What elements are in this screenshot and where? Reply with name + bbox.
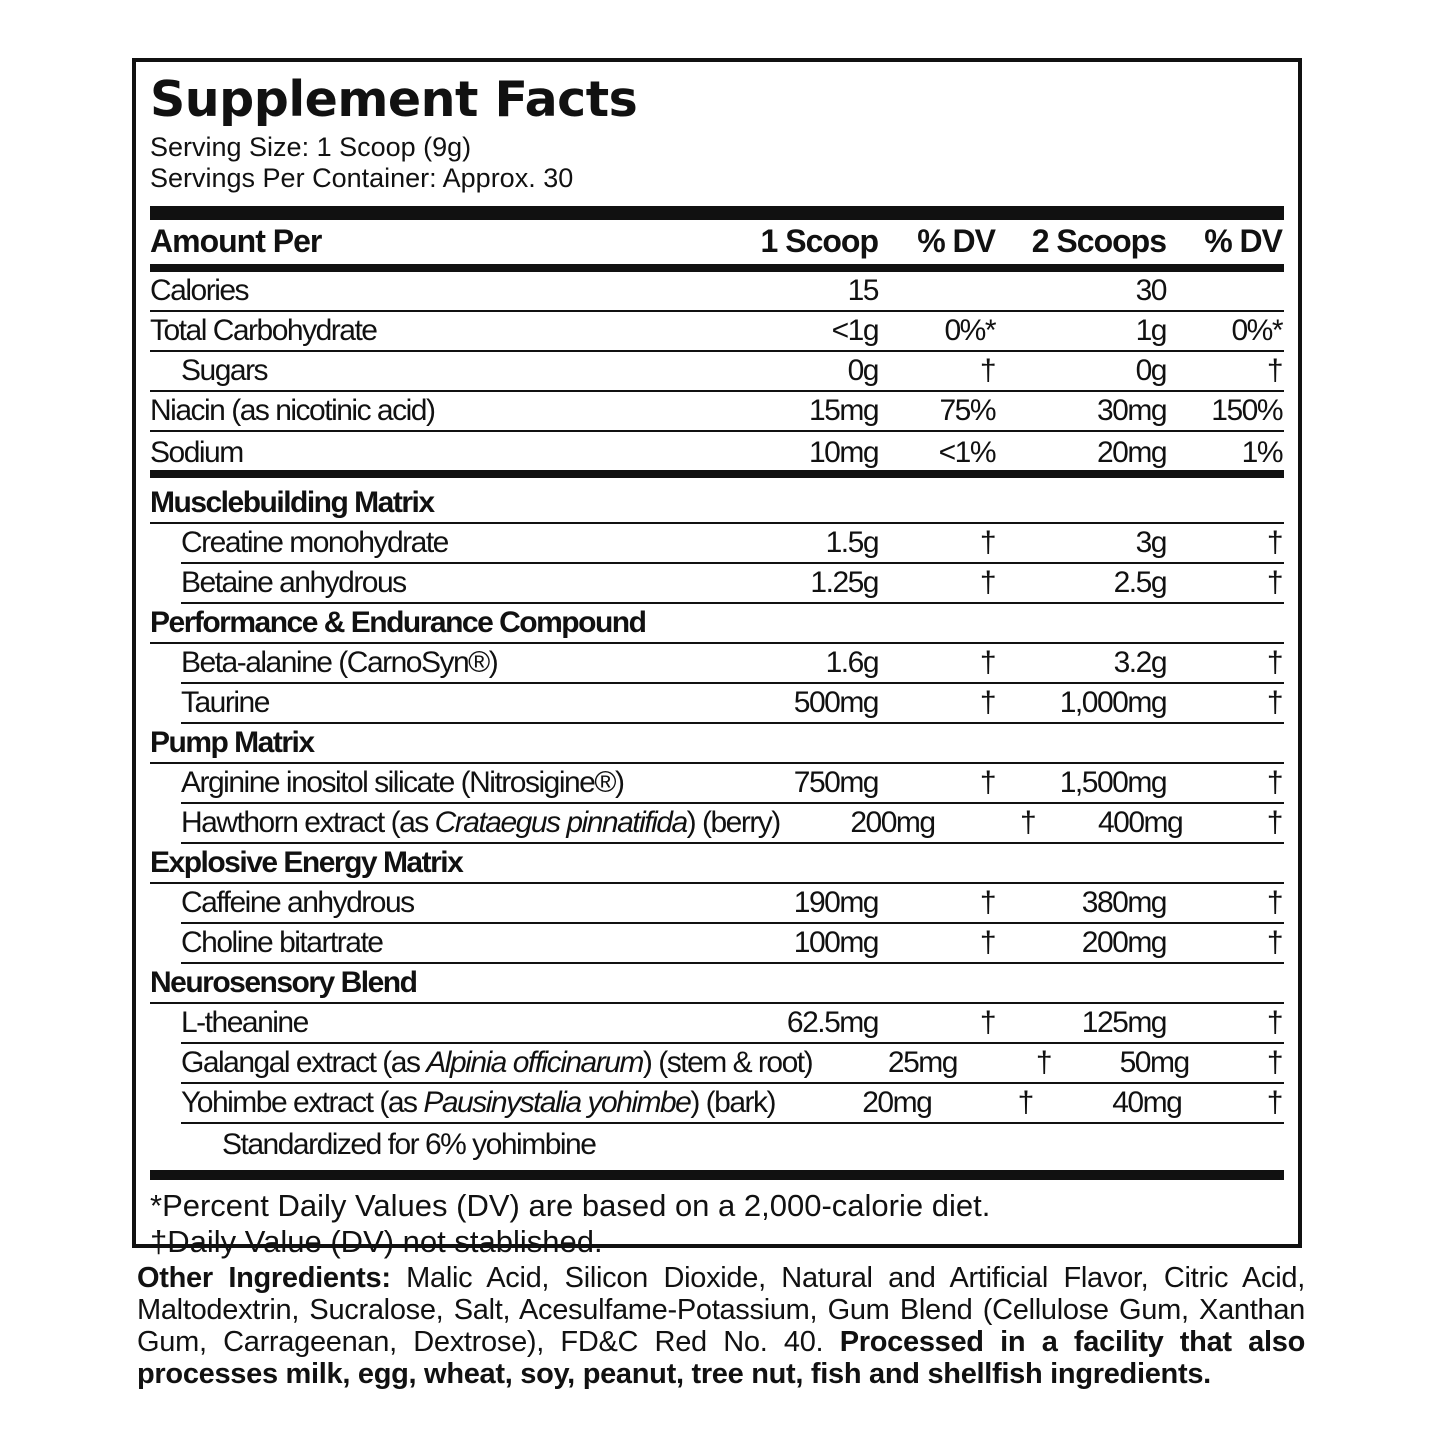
dv-2-scoops: † (1266, 354, 1282, 387)
amount-2-scoops: 400mg (1098, 806, 1183, 839)
dv-1-scoop: 0%* (944, 314, 995, 347)
ingredient-sections (150, 484, 1284, 1164)
other-ingredients-label: Other Ingredients: (137, 1262, 391, 1294)
amount-1-scoop: 190mg (793, 886, 878, 919)
dv-1-scoop: † (979, 566, 995, 599)
serving-size: Serving Size: 1 Scoop (9g) (150, 132, 472, 162)
section-name: Neurosensory Blend (150, 966, 417, 999)
amount-1-scoop: 20mg (862, 1086, 932, 1119)
dv-2-scoops: † (1266, 1006, 1282, 1039)
supplement-facts-panel (132, 58, 1302, 1259)
nutrient-row (150, 312, 1284, 352)
dv-2-scoops: 1% (1241, 436, 1282, 469)
amount-2-scoops: 3.2g (1113, 646, 1166, 679)
dv-2-scoops: † (1266, 886, 1282, 919)
section-name: Musclebuilding Matrix (150, 486, 434, 519)
amount-2-scoops: 2.5g (1113, 566, 1166, 599)
ingredient-name (181, 1086, 775, 1120)
divider-medium (150, 264, 1284, 272)
ingredient-name: Calories (150, 274, 249, 307)
nutrient-row (181, 924, 1284, 964)
ingredient-name: Caffeine anhydrous (181, 886, 414, 919)
nutrient-row (150, 392, 1284, 432)
divider-medium (150, 470, 1284, 478)
amount-2-scoops: 0g (1135, 354, 1166, 387)
ingredient-name: Choline bitartrate (181, 926, 383, 959)
amount-2-scoops: 3g (1135, 526, 1166, 559)
nutrient-row (181, 524, 1284, 564)
ingredient-name: Sodium (150, 436, 243, 469)
ingredient-latin-name: Pausinystalia yohimbe (423, 1086, 691, 1119)
dv-1-scoop: † (979, 526, 995, 559)
ingredient-name: Sugars (181, 354, 268, 387)
ingredient-name-prefix: Galangal extract (as (181, 1046, 427, 1079)
dv-1-scoop: † (1017, 1086, 1033, 1119)
dv-2-scoops: 0%* (1231, 314, 1282, 347)
dv-1-scoop: † (979, 1006, 995, 1039)
ingredient-name (181, 1046, 812, 1080)
section-items (150, 644, 1284, 724)
panel-content (150, 62, 1284, 1260)
header-dv-2: % DV (1204, 223, 1282, 259)
nutrient-row (181, 1004, 1284, 1044)
amount-2-scoops: 1,500mg (1059, 766, 1166, 799)
amount-1-scoop: 100mg (793, 926, 878, 959)
amount-1-scoop: 500mg (793, 686, 878, 719)
nutrient-row (181, 644, 1284, 684)
amount-2-scoops: 1,000mg (1059, 686, 1166, 719)
ingredient-name-suffix: ) (stem & root) (642, 1046, 813, 1079)
header-amount-per: Amount Per (150, 223, 322, 259)
dv-1-scoop: † (1035, 1046, 1052, 1079)
amount-2-scoops: 20mg (1096, 436, 1166, 469)
dv-2-scoops: † (1266, 806, 1282, 839)
amount-2-scoops: 30mg (1096, 394, 1166, 427)
amount-1-scoop: 1.25g (810, 566, 878, 599)
amount-1-scoop: <1g (831, 314, 878, 347)
ingredient-name: Betaine anhydrous (181, 566, 406, 599)
dv-2-scoops: † (1266, 1086, 1282, 1119)
amount-1-scoop: 200mg (850, 806, 935, 839)
dv-2-scoops: † (1266, 766, 1282, 799)
header-1-scoop: 1 Scoop (760, 223, 878, 259)
footnotes (150, 1188, 1284, 1260)
nutrient-row (150, 272, 1284, 312)
dv-2-scoops: † (1266, 926, 1282, 959)
ingredient-name: Total Carbohydrate (150, 314, 377, 347)
ingredient-latin-name: Alpinia officinarum (426, 1046, 643, 1079)
nutrient-rows (150, 272, 1284, 472)
amount-2-scoops: 40mg (1112, 1086, 1182, 1119)
nutrient-row (181, 804, 1284, 844)
section-name: Pump Matrix (150, 726, 314, 759)
dv-1-scoop: <1% (938, 436, 995, 469)
header-dv-1: % DV (917, 223, 995, 259)
section-items (150, 764, 1284, 844)
ingredient-name-suffix: ) (berry) (686, 806, 780, 839)
standardization-note-row (150, 1124, 1284, 1164)
dv-1-scoop: 75% (939, 394, 995, 427)
footnote-dv-basis: *Percent Daily Values (DV) are based on a 2,000-calorie diet. (150, 1188, 991, 1223)
other-ingredients-text: Malic Acid, Silicon Dioxide, Natural and Artificial Flavor, Citric Acid, Maltodextrin, Sucralose, Salt, Acesulfame-Potassium, Gum Blend (Cellulose Gum, Xanthan Gum, Carrageenan, Dextrose), FD&C Red No. 40. (137, 1262, 1305, 1358)
amount-2-scoops: 30 (1135, 274, 1166, 307)
dv-2-scoops: † (1266, 526, 1282, 559)
ingredient-name (181, 806, 780, 840)
nutrient-row (181, 1084, 1284, 1124)
section-heading (150, 964, 1284, 1004)
footnote-dv-not-established: †Daily Value (DV) not stablished. (150, 1224, 603, 1259)
dv-1-scoop: † (979, 926, 995, 959)
nutrient-row (181, 884, 1284, 924)
standardization-note: Standardized for 6% yohimbine (222, 1128, 596, 1161)
panel-title: Supplement Facts (150, 71, 638, 128)
allergen-statement: Processed in a facility that also processes milk, egg, wheat, soy, peanut, tree nut, fish and shellfish ingredients. (137, 1326, 1305, 1390)
amount-2-scoops: 380mg (1081, 886, 1166, 919)
dv-1-scoop: † (979, 646, 995, 679)
column-header-row (150, 220, 1284, 264)
amount-2-scoops: 200mg (1081, 926, 1166, 959)
dv-2-scoops: † (1266, 566, 1282, 599)
amount-1-scoop: 15 (847, 274, 878, 307)
amount-1-scoop: 1.6g (825, 646, 878, 679)
section-heading (150, 604, 1284, 644)
dv-1-scoop: † (979, 354, 995, 387)
dv-2-scoops: 150% (1211, 394, 1282, 427)
ingredient-name: Niacin (as nicotinic acid) (150, 394, 435, 427)
dv-1-scoop: † (1020, 806, 1036, 839)
ingredient-name-prefix: Hawthorn extract (as (181, 806, 435, 839)
nutrient-row (150, 352, 1284, 392)
amount-1-scoop: 0g (847, 354, 878, 387)
dv-2-scoops: † (1266, 1046, 1282, 1079)
section-items (150, 1004, 1284, 1124)
dv-2-scoops: † (1266, 646, 1282, 679)
section-name: Performance & Endurance Compound (150, 606, 646, 639)
ingredient-name: Taurine (181, 686, 269, 719)
section-items (150, 884, 1284, 964)
section-heading (150, 724, 1284, 764)
nutrient-row (181, 684, 1284, 724)
amount-1-scoop: 62.5mg (786, 1006, 878, 1039)
servings-per-container: Servings Per Container: Approx. 30 (150, 163, 574, 193)
divider-thick (150, 206, 1284, 220)
section-heading (150, 484, 1284, 524)
dv-1-scoop: † (979, 686, 995, 719)
amount-2-scoops: 1g (1135, 314, 1166, 347)
amount-2-scoops: 50mg (1119, 1046, 1189, 1079)
dv-2-scoops: † (1266, 686, 1282, 719)
header-2-scoops: 2 Scoops (1031, 223, 1166, 259)
amount-1-scoop: 10mg (808, 436, 878, 469)
ingredient-name: L-theanine (181, 1006, 308, 1039)
amount-2-scoops: 125mg (1081, 1006, 1166, 1039)
amount-1-scoop: 750mg (793, 766, 878, 799)
nutrient-row (181, 1044, 1284, 1084)
dv-1-scoop: † (979, 886, 995, 919)
ingredient-name: Beta-alanine (CarnoSyn®) (181, 646, 498, 679)
ingredient-name-prefix: Yohimbe extract (as (181, 1086, 424, 1119)
nutrient-row (181, 764, 1284, 804)
amount-1-scoop: 15mg (808, 394, 878, 427)
ingredient-name: Creatine monohydrate (181, 526, 448, 559)
amount-1-scoop: 25mg (887, 1046, 957, 1079)
divider-bottom (150, 1170, 1284, 1180)
nutrient-row (150, 432, 1284, 472)
ingredient-name-suffix: ) (bark) (690, 1086, 776, 1119)
section-name: Explosive Energy Matrix (150, 846, 463, 879)
section-items (150, 524, 1284, 604)
nutrient-row (181, 564, 1284, 604)
dv-1-scoop: † (979, 766, 995, 799)
amount-1-scoop: 1.5g (825, 526, 878, 559)
other-ingredients (137, 1262, 1305, 1390)
ingredient-name: Arginine inositol silicate (Nitrosigine®) (181, 766, 624, 799)
ingredient-latin-name: Crataegus pinnatifida (434, 806, 687, 839)
section-heading (150, 844, 1284, 884)
